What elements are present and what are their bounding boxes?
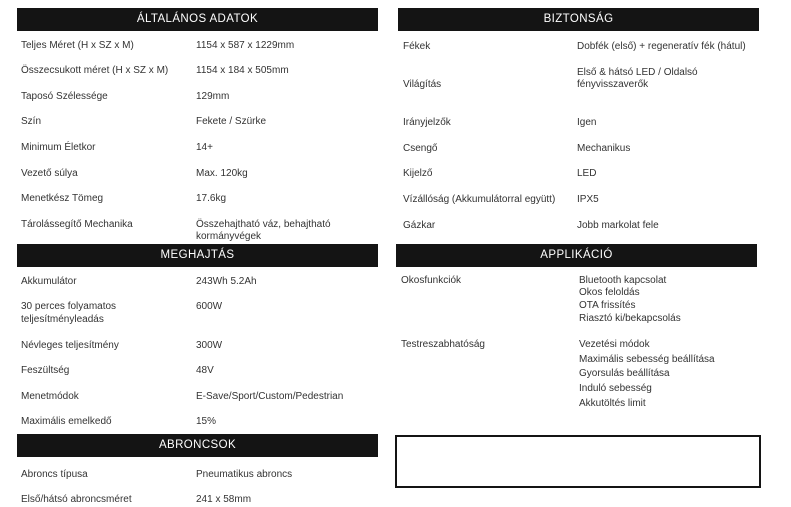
app-value-smart-4: Riasztó ki/bekapcsolás [579, 313, 681, 324]
general-label-folded: Összecsukott méret (H x SZ x M) [21, 65, 169, 76]
general-label-age: Minimum Életkor [21, 142, 96, 153]
general-value-deck: 129mm [196, 91, 230, 102]
drive-label-climb: Maximális emelkedő [21, 416, 112, 427]
general-value-color: Fekete / Szürke [196, 116, 267, 127]
drive-label-rated: Névleges teljesítmény [21, 340, 119, 351]
drive-label-peak-line2: teljesítményleadás [21, 314, 104, 325]
safety-label-brakes: Fékek [403, 41, 431, 52]
app-value-smart-3: OTA frissítés [579, 300, 636, 311]
safety-value-brakes: Dobfék (első) + regeneratív fék (hátul) [577, 41, 746, 52]
safety-label-display: Kijelző [403, 168, 433, 179]
safety-label-indicators: Irányjelzők [403, 117, 451, 128]
general-label-deck: Taposó Szélessége [21, 91, 108, 102]
general-label-color: Szín [21, 116, 42, 127]
general-value-mass: 17.6kg [196, 193, 227, 204]
app-label-smart: Okosfunkciók [401, 275, 462, 286]
general-label-weight: Vezető súlya [21, 168, 78, 179]
tires-value-size: 241 x 58mm [196, 494, 252, 505]
drive-label-battery: Akkumulátor [21, 276, 77, 287]
drive-label-modes: Menetmódok [21, 391, 79, 402]
drive-label-voltage: Feszültség [21, 365, 70, 376]
app-value-custom-1: Vezetési módok [579, 339, 650, 350]
drive-label-peak-line1: 30 perces folyamatos [21, 301, 117, 312]
safety-value-display: LED [577, 168, 597, 179]
general-label-storage: Tárolássegítő Mechanika [21, 219, 133, 230]
general-header: ÁLTALÁNOS ADATOK [17, 8, 378, 31]
safety-header: BIZTONSÁG [398, 8, 759, 31]
app-header: APPLIKÁCIÓ [396, 244, 757, 267]
safety-label-throttle: Gázkar [403, 220, 436, 231]
drive-value-peak: 600W [196, 301, 223, 312]
safety-value-waterproof: IPX5 [577, 194, 599, 205]
general-value-storage-line1: Összehajtható váz, behajtható [196, 219, 331, 230]
safety-value-bell: Mechanikus [577, 143, 631, 154]
safety-value-indicators: Igen [577, 117, 597, 128]
drive-value-battery: 243Wh 5.2Ah [196, 276, 257, 287]
tires-label-type: Abroncs típusa [21, 469, 88, 480]
tires-header: ABRONCSOK [17, 434, 378, 457]
safety-label-lights: Világítás [403, 79, 442, 90]
safety-label-waterproof: Vízállóság (Akkumulátorral együtt) [403, 194, 556, 205]
app-value-smart-2: Okos feloldás [579, 287, 640, 298]
safety-value-lights-line1: Első & hátsó LED / Oldalsó [577, 67, 698, 78]
empty-frame [395, 435, 761, 488]
app-value-custom-2: Maximális sebesség beállítása [579, 354, 715, 365]
safety-label-bell: Csengő [403, 143, 438, 154]
tires-value-type: Pneumatikus abroncs [196, 469, 293, 480]
general-value-age: 14+ [196, 142, 213, 153]
safety-value-lights-line2: fényvisszaverők [577, 79, 649, 90]
app-label-custom: Testreszabhatóság [401, 339, 485, 350]
app-value-custom-4: Induló sebesség [579, 383, 652, 394]
general-label-mass: Menetkész Tömeg [21, 193, 104, 204]
drive-value-rated: 300W [196, 340, 223, 351]
drive-header: MEGHAJTÁS [17, 244, 378, 267]
general-value-size: 1154 x 587 x 1229mm [196, 40, 295, 51]
general-value-folded: 1154 x 184 x 505mm [196, 65, 289, 76]
general-value-weight: Max. 120kg [196, 168, 248, 179]
safety-value-throttle: Jobb markolat fele [577, 220, 659, 231]
general-label-size: Teljes Méret (H x SZ x M) [21, 40, 134, 51]
app-value-smart-1: Bluetooth kapcsolat [579, 275, 667, 286]
general-value-storage-line2: kormányvégek [196, 231, 262, 242]
drive-value-climb: 15% [196, 416, 217, 427]
app-value-custom-5: Akkutöltés limit [579, 398, 646, 409]
app-value-custom-3: Gyorsulás beállítása [579, 368, 670, 379]
tires-label-size: Első/hátsó abroncsméret [21, 494, 132, 505]
drive-value-modes: E-Save/Sport/Custom/Pedestrian [196, 391, 344, 402]
drive-value-voltage: 48V [196, 365, 214, 376]
